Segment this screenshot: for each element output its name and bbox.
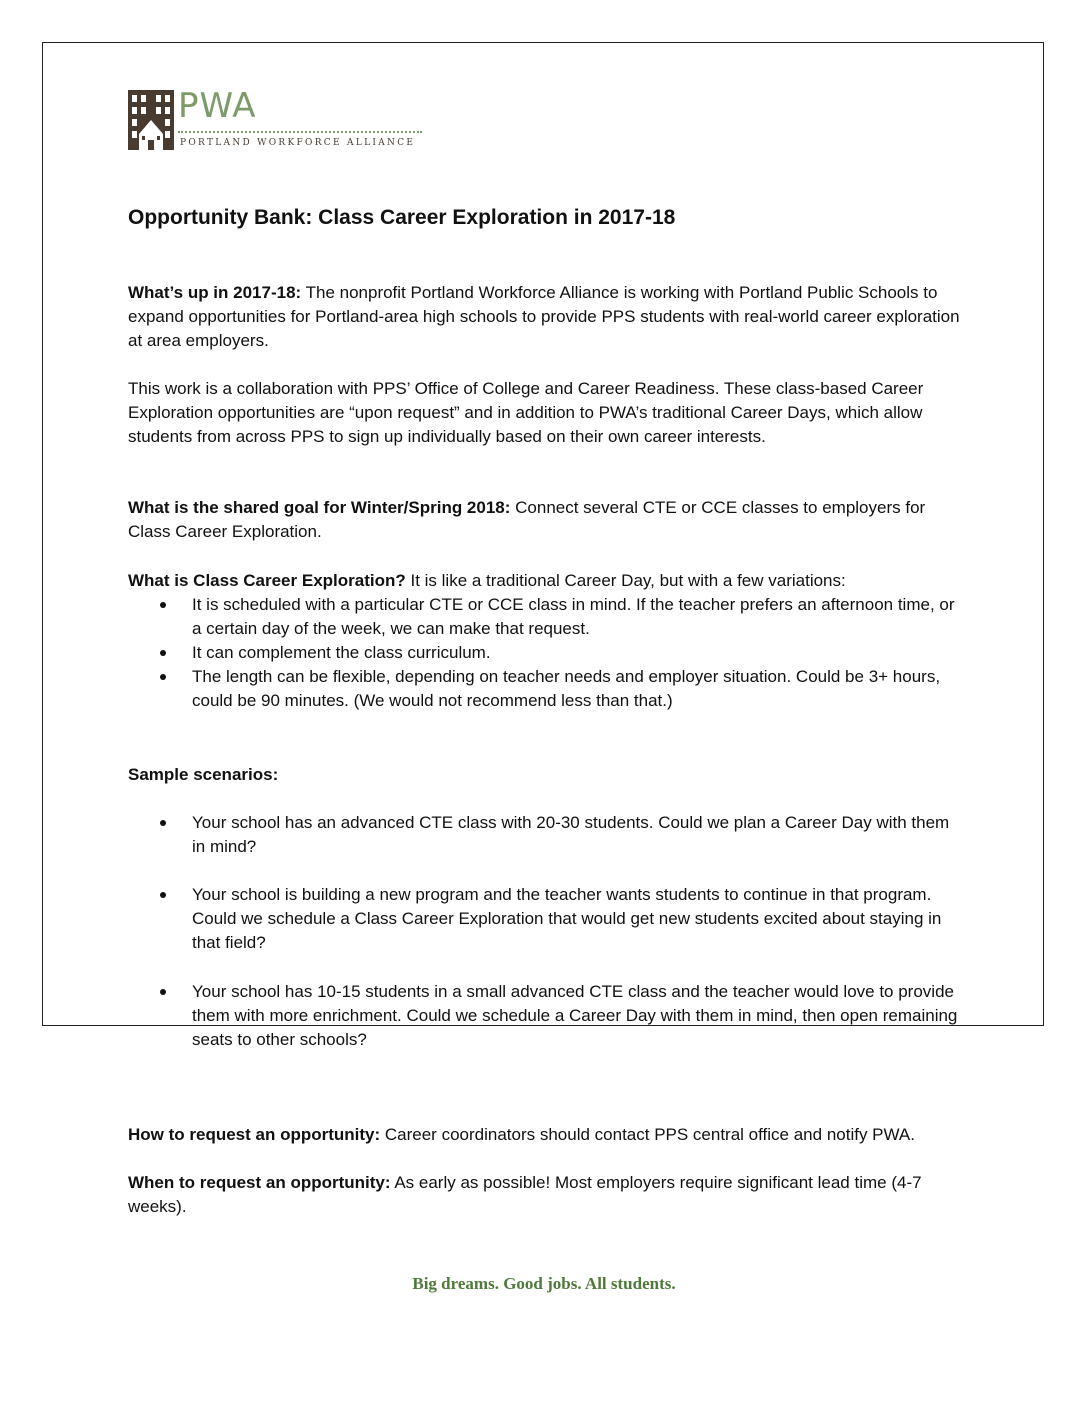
- list-item: [128, 811, 964, 859]
- document-title: Opportunity Bank: Class Career Exploration in 2017-18: [128, 206, 676, 229]
- bullet-icon: [160, 820, 166, 826]
- when-to-paragraph: [128, 1171, 964, 1219]
- shared-goal-lead: What is the shared goal for Winter/Spring 2018:: [128, 498, 511, 517]
- list-item-text: Your school has an advanced CTE class with 20-30 students. Could we plan a Career Day with them in mind?: [192, 813, 950, 856]
- whats-up-paragraph: [128, 281, 964, 353]
- list-item: [128, 665, 964, 713]
- list-item: [128, 641, 964, 665]
- bullet-icon: [160, 892, 166, 898]
- list-item: [128, 883, 964, 955]
- list-item-text: It is scheduled with a particular CTE or CCE class in mind. If the teacher prefers an afternoon time, or a certain day of the week, we can make that request.: [192, 595, 955, 638]
- how-to-paragraph: [128, 1123, 964, 1147]
- whats-up-text: The nonprofit Portland Workforce Alliance is working with Portland Public Schools to expand opportunities for Portland-area high schools to provide PPS students with real-world career exploration at area employers.: [128, 283, 960, 350]
- scenario-list-2: [128, 883, 964, 955]
- list-item: [128, 980, 964, 1052]
- when-to-lead: When to request an opportunity:: [128, 1173, 391, 1192]
- list-item-text: The length can be flexible, depending on teacher needs and employer situation. Could be 3+ hours, could be 90 minutes. (We would not recommend less than that.): [192, 667, 941, 710]
- building-logo-icon: [128, 90, 174, 150]
- bullet-icon: [160, 674, 166, 680]
- logo-dotted-rule: [178, 131, 422, 133]
- logo-wordmark: PWA: [178, 86, 257, 126]
- bullet-icon: [160, 989, 166, 995]
- bullet-icon: [160, 602, 166, 608]
- pwa-logo: [128, 86, 428, 152]
- definition-list: [128, 593, 964, 713]
- list-item-text: Your school is building a new program and the teacher wants students to continue in that program. Could we schedule a Class Career Exploration that would get new students excited about staying in that field?: [192, 885, 942, 952]
- definition-paragraph: [128, 569, 964, 593]
- whats-up-lead: What’s up in 2017-18:: [128, 283, 302, 302]
- collaboration-paragraph: This work is a collaboration with PPS’ Office of College and Career Readiness. These class-based Career Exploration opportunities are “upon request” and in addition to PWA’s traditional Career Days, which allow students from across PPS to sign up individually based on their own career interests.: [128, 379, 924, 446]
- when-to-text: As early as possible! Most employers require significant lead time (4-7 weeks).: [128, 1173, 922, 1216]
- scenarios-heading: Sample scenarios:: [128, 765, 279, 784]
- list-item-text: It can complement the class curriculum.: [192, 643, 491, 662]
- how-to-text: Career coordinators should contact PPS central office and notify PWA.: [380, 1125, 915, 1144]
- how-to-lead: How to request an opportunity:: [128, 1125, 381, 1144]
- list-item-text: Your school has 10-15 students in a small advanced CTE class and the teacher would love to provide them with more enrichment. Could we schedule a Career Day with them in mind, then open remaining seats to other schools?: [192, 982, 958, 1049]
- tagline: Big dreams. Good jobs. All students.: [412, 1274, 676, 1293]
- shared-goal-text: Connect several CTE or CCE classes to employers for Class Career Exploration.: [128, 498, 926, 541]
- bullet-icon: [160, 650, 166, 656]
- list-item: [128, 593, 964, 641]
- definition-lead: What is Class Career Exploration?: [128, 571, 406, 590]
- definition-text: It is like a traditional Career Day, but with a few variations:: [405, 571, 846, 590]
- scenario-list-3: [128, 980, 964, 1052]
- shared-goal-paragraph: [128, 496, 964, 544]
- scenario-list-1: [128, 811, 964, 859]
- logo-subtitle: PORTLAND WORKFORCE ALLIANCE: [180, 138, 416, 148]
